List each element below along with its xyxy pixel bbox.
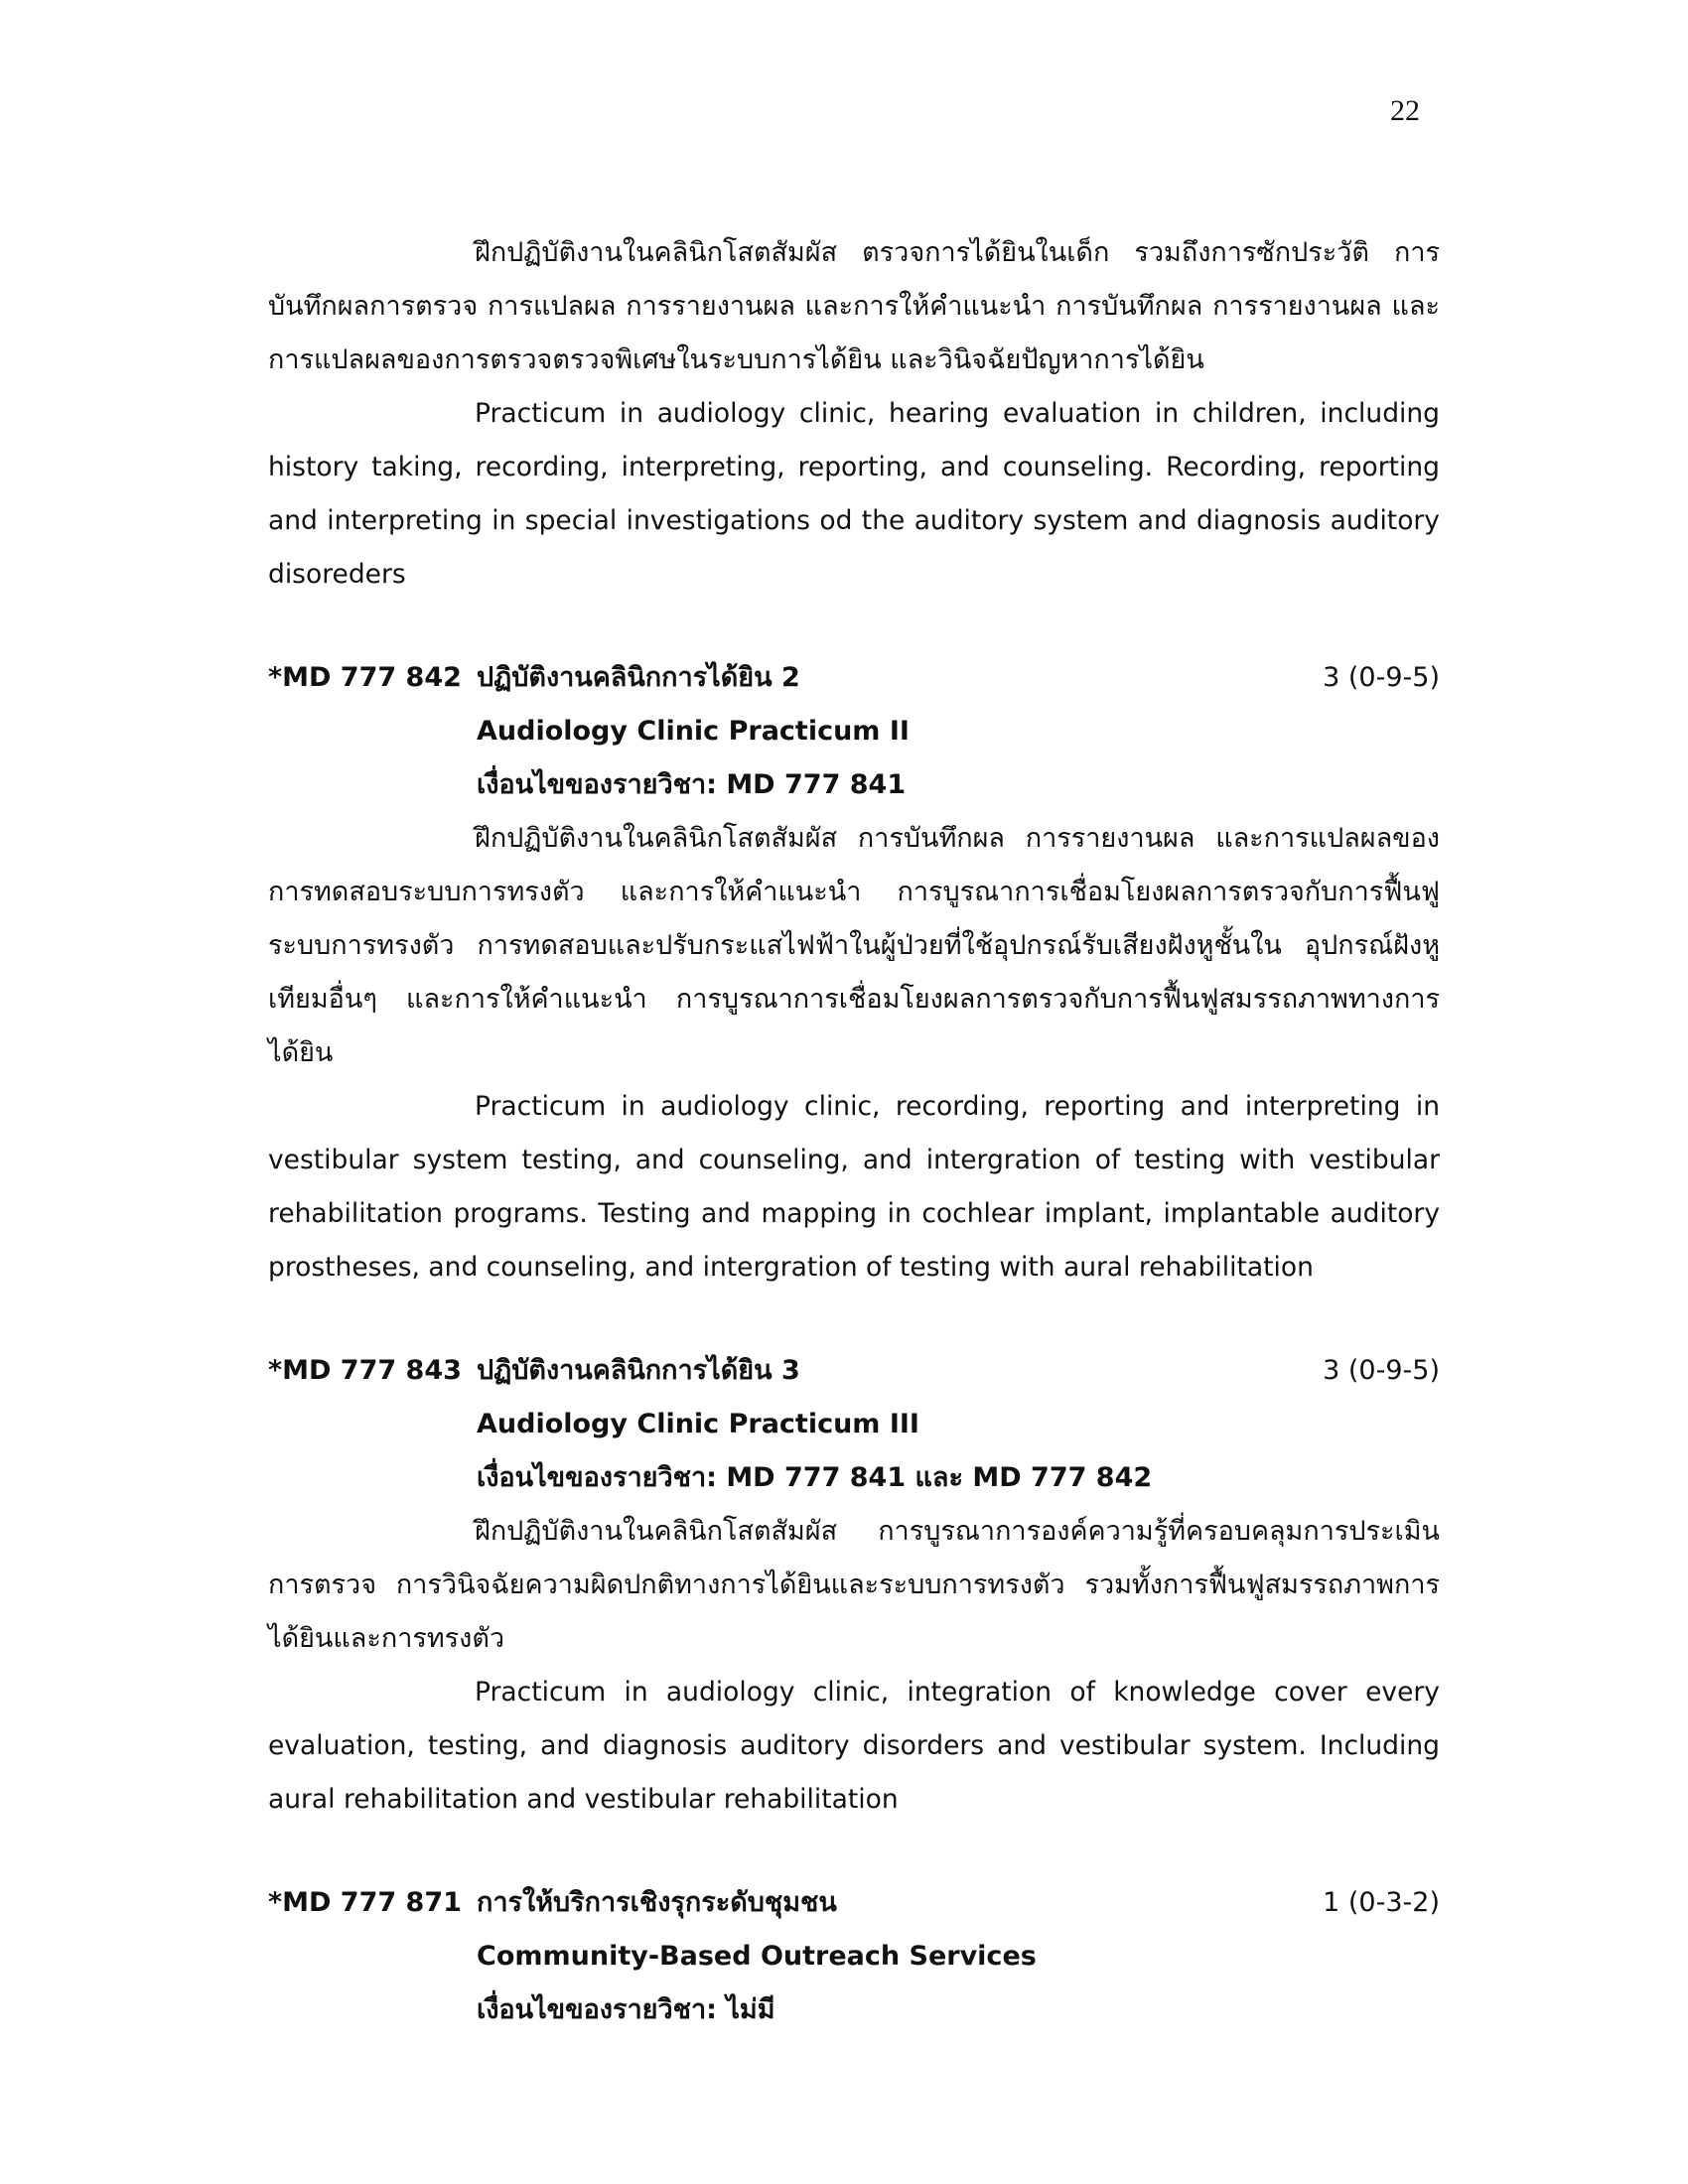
course-credits: 3 (0-9-5) bbox=[1323, 1355, 1440, 1386]
course-heading-842 bbox=[268, 651, 1440, 705]
course-thai-title: ปฏิบัติงานคลินิกการได้ยิน 2 bbox=[477, 662, 800, 693]
prerequisite-label: เงื่อนไขของรายวิชา: bbox=[477, 1994, 717, 2025]
course-heading-871 bbox=[268, 1876, 1440, 1930]
prerequisite-label: เงื่อนไขของรายวิชา: bbox=[477, 1462, 717, 1493]
course-english-title: Audiology Clinic Practicum III bbox=[477, 1409, 919, 1439]
document-body bbox=[268, 226, 1440, 2037]
course-thai-title: การให้บริการเชิงรุกระดับชุมชน bbox=[477, 1887, 837, 1918]
course-prerequisite bbox=[477, 758, 1440, 812]
prerequisite-label: เงื่อนไขของรายวิชา: bbox=[477, 769, 717, 800]
course-thai-description: ฝึกปฏิบัติงานในคลินิกโสตสัมผัส การบูรณาการองค์ความรู้ที่ครอบคลุมการประเมิน การตรวจ การวินิจฉัยความผิดปกติทางการได้ยินและระบบการทรงตัว รวมทั้งการฟื้นฟูสมรรถภาพการได้ยินและการทรงตัว bbox=[268, 1516, 1440, 1654]
prerequisite-value: MD 777 841 bbox=[726, 769, 907, 800]
intro-english-description: Practicum in audiology clinic, hearing evaluation in children, including history taking, recording, interpreting, reporting, and counseling. Recording, reporting and interpreting in special investigations od the auditory system and diagnosis auditory disoreders bbox=[268, 398, 1440, 590]
course-prerequisite bbox=[477, 1983, 1440, 2037]
course-english-title: Audiology Clinic Practicum II bbox=[477, 716, 910, 747]
course-credits: 1 (0-3-2) bbox=[1323, 1887, 1440, 1918]
course-code: *MD 777 842 bbox=[268, 662, 462, 693]
prerequisite-value: ไม่มี bbox=[726, 1994, 775, 2025]
course-prerequisite bbox=[477, 1451, 1440, 1505]
course-english-description: Practicum in audiology clinic, integration of knowledge cover every evaluation, testing, and diagnosis auditory disorders and vestibular system. Including aural rehabilitation and vestibular rehabilitation bbox=[268, 1677, 1440, 1815]
prerequisite-value: MD 777 841 และ MD 777 842 bbox=[726, 1462, 1153, 1493]
course-thai-description: ฝึกปฏิบัติงานในคลินิกโสตสัมผัส การบันทึกผล การรายงานผล และการแปลผลของการทดสอบระบบการทรงตัว และการให้คำแนะนำ การบูรณาการเชื่อมโยงผลการตรวจกับการฟื้นฟูระบบการทรงตัว การทดสอบและปรับกระแสไฟฟ้าในผู้ป่วยที่ใช้อุปกรณ์รับเสียงฝังหูชั้นใน อุปกรณ์ฝังหูเทียมอื่นๆ และการให้คำแนะนำ การบูรณาการเชื่อมโยงผลการตรวจกับการฟื้นฟูสมรรถภาพทางการได้ยิน bbox=[268, 823, 1440, 1068]
course-code: *MD 777 843 bbox=[268, 1355, 462, 1386]
course-english-title: Community-Based Outreach Services bbox=[477, 1941, 1037, 1972]
intro-thai-description: ฝึกปฏิบัติงานในคลินิกโสตสัมผัส ตรวจการได้ยินในเด็ก รวมถึงการซักประวัติ การบันทึกผลการตรวจ การแปลผล การรายงานผล และการให้คำแนะนำ การบันทึกผล การรายงานผล และการแปลผลของการตรวจตรวจพิเศษในระบบการได้ยิน และวินิจฉัยปัญหาการได้ยิน bbox=[268, 237, 1440, 375]
course-credits: 3 (0-9-5) bbox=[1323, 662, 1440, 693]
page-number: 22 bbox=[1390, 94, 1420, 127]
course-code: *MD 777 871 bbox=[268, 1887, 462, 1918]
course-english-description: Practicum in audiology clinic, recording, reporting and interpreting in vestibular system testing, and counseling, and intergration of testing with vestibular rehabilitation programs. Testing and mapping in cochlear implant, implantable auditory prostheses, and counseling, and intergration of testing with aural rehabilitation bbox=[268, 1091, 1440, 1283]
course-heading-843 bbox=[268, 1344, 1440, 1398]
course-thai-title: ปฏิบัติงานคลินิกการได้ยิน 3 bbox=[477, 1355, 800, 1386]
